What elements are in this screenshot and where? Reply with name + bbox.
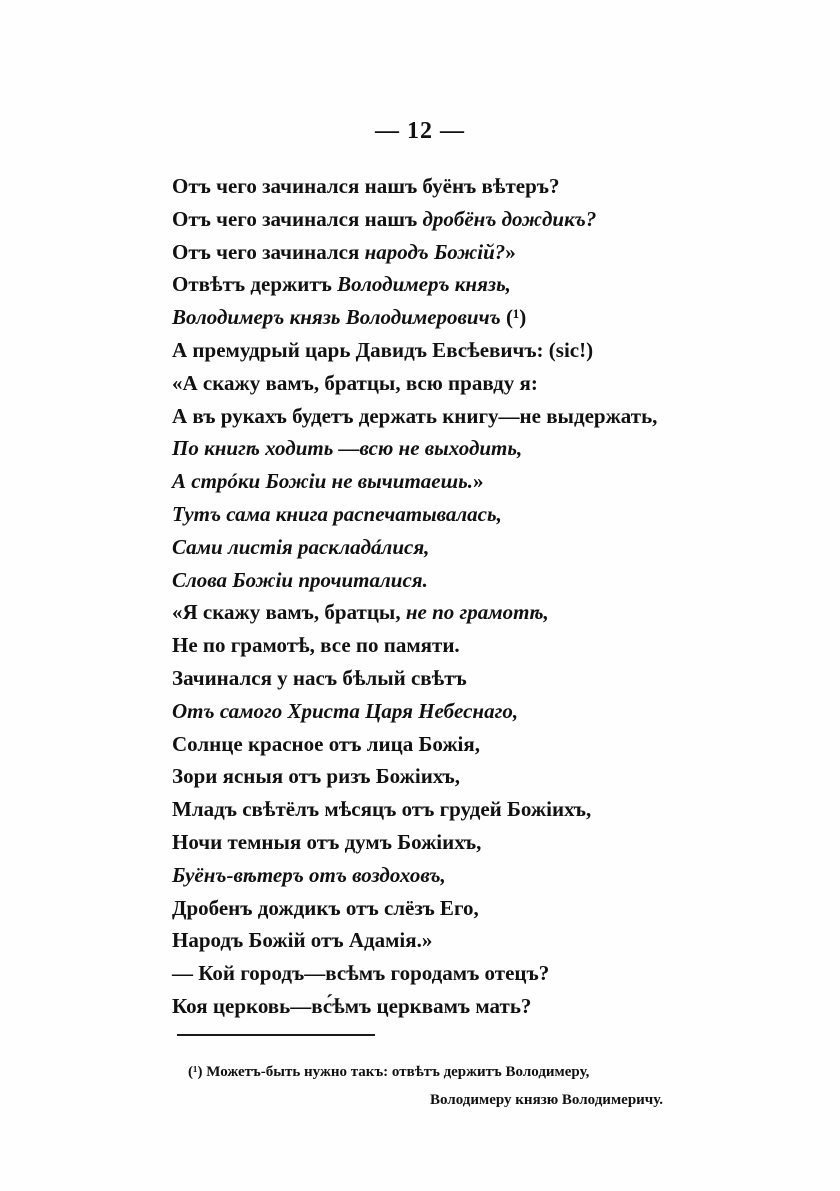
verse-line: [172, 892, 732, 925]
italic-text: Сами листія раскладáлися,: [172, 534, 430, 559]
footnote-line: (¹) Можетъ-быть нужно такъ: отвѣтъ держитъ Володимеру,: [188, 1064, 590, 1080]
verse-line: [172, 301, 732, 334]
text-segment: Отвѣтъ держитъ: [172, 272, 338, 297]
verse-line: [172, 728, 732, 761]
verse-line: [172, 957, 732, 990]
text-segment: «Я скажу вамъ, братцы,: [172, 600, 406, 625]
verse-block: [172, 170, 732, 1023]
text-segment: Зачинался у насъ бѣлый свѣтъ: [172, 665, 467, 690]
footnote-line: Володимеру князю Володимеричу.: [430, 1092, 664, 1108]
text-segment: «А скажу вамъ, братцы, всю правду я:: [172, 370, 538, 395]
text-segment: Зори ясныя отъ ризъ Божіихъ,: [172, 764, 461, 789]
text-segment: Младъ свѣтёлъ мѣсяцъ отъ грудей Божіихъ,: [172, 797, 592, 822]
text-segment: Дробенъ дождикъ отъ слёзъ Его,: [172, 895, 479, 920]
italic-text: не по грамотѣ,: [405, 600, 549, 625]
page-number: — 12 —: [375, 118, 465, 144]
text-segment: (¹): [500, 305, 527, 330]
italic-text: Володимеръ князь,: [337, 272, 511, 297]
verse-line: [172, 432, 732, 465]
verse-line: [172, 334, 732, 367]
text-segment: — Кой городъ—всѣмъ городамъ отецъ?: [172, 961, 550, 986]
verse-line: [172, 170, 732, 203]
verse-line: [172, 268, 732, 301]
italic-text: народъ Божій?: [364, 239, 506, 264]
text-segment: Не по грамотѣ, все по памяти.: [172, 633, 460, 658]
verse-line: [172, 498, 732, 531]
verse-line: [172, 793, 732, 826]
italic-text: Володимеръ князь Володимеровичъ: [172, 305, 501, 330]
verse-line: [172, 400, 732, 433]
footnote: [188, 1058, 688, 1114]
italic-text: дробёнъ дождикъ?: [422, 206, 597, 231]
italic-text: По книгѣ ходить —всю не выходить,: [172, 436, 523, 461]
italic-text: Отъ самого Христа Царя Небеснаго,: [172, 698, 519, 723]
text-segment: Коя церковь—вс́ѣмъ церквамъ мать?: [172, 993, 532, 1018]
footnote-divider: [177, 1034, 375, 1036]
text-segment: Ночи темныя отъ думъ Божіихъ,: [172, 829, 482, 854]
text-segment: Отъ чего зачинался: [172, 239, 365, 264]
verse-line: [172, 236, 732, 269]
text-segment: Отъ чего зачинался нашъ буёнъ вѣтеръ?: [172, 174, 560, 198]
text-segment: Отъ чего зачинался нашъ: [172, 206, 423, 231]
verse-line: [172, 564, 732, 597]
verse-line: [172, 531, 732, 564]
italic-text: Тутъ сама книга распечатывалась,: [172, 501, 502, 526]
text-segment: Солнце красное отъ лица Божія,: [172, 731, 481, 756]
verse-line: [172, 596, 732, 629]
verse-line: [172, 859, 732, 892]
verse-line: [172, 465, 732, 498]
italic-text: Слова Божіи прочиталися.: [172, 567, 428, 592]
verse-line: [172, 629, 732, 662]
verse-line: [172, 826, 732, 859]
italic-text: А стрóки Божіи не вычитаешь.: [172, 469, 473, 494]
verse-line: [172, 990, 732, 1023]
text-segment: А премудрый царь Давидъ Евсѣевичъ: (sic!): [172, 337, 594, 362]
verse-line: [172, 760, 732, 793]
text-segment: »: [472, 469, 484, 494]
verse-line: [172, 203, 732, 236]
verse-line: [172, 367, 732, 400]
verse-line: [172, 695, 732, 728]
italic-text: Буёнъ-вѣтеръ отъ воздоховъ,: [172, 862, 446, 887]
verse-line: [172, 924, 732, 957]
text-segment: »: [505, 239, 516, 264]
text-segment: А въ рукахъ будетъ держать книгу—не выдержать,: [172, 403, 658, 428]
verse-line: [172, 662, 732, 695]
text-segment: Народъ Божій отъ Адамія.»: [172, 928, 433, 953]
